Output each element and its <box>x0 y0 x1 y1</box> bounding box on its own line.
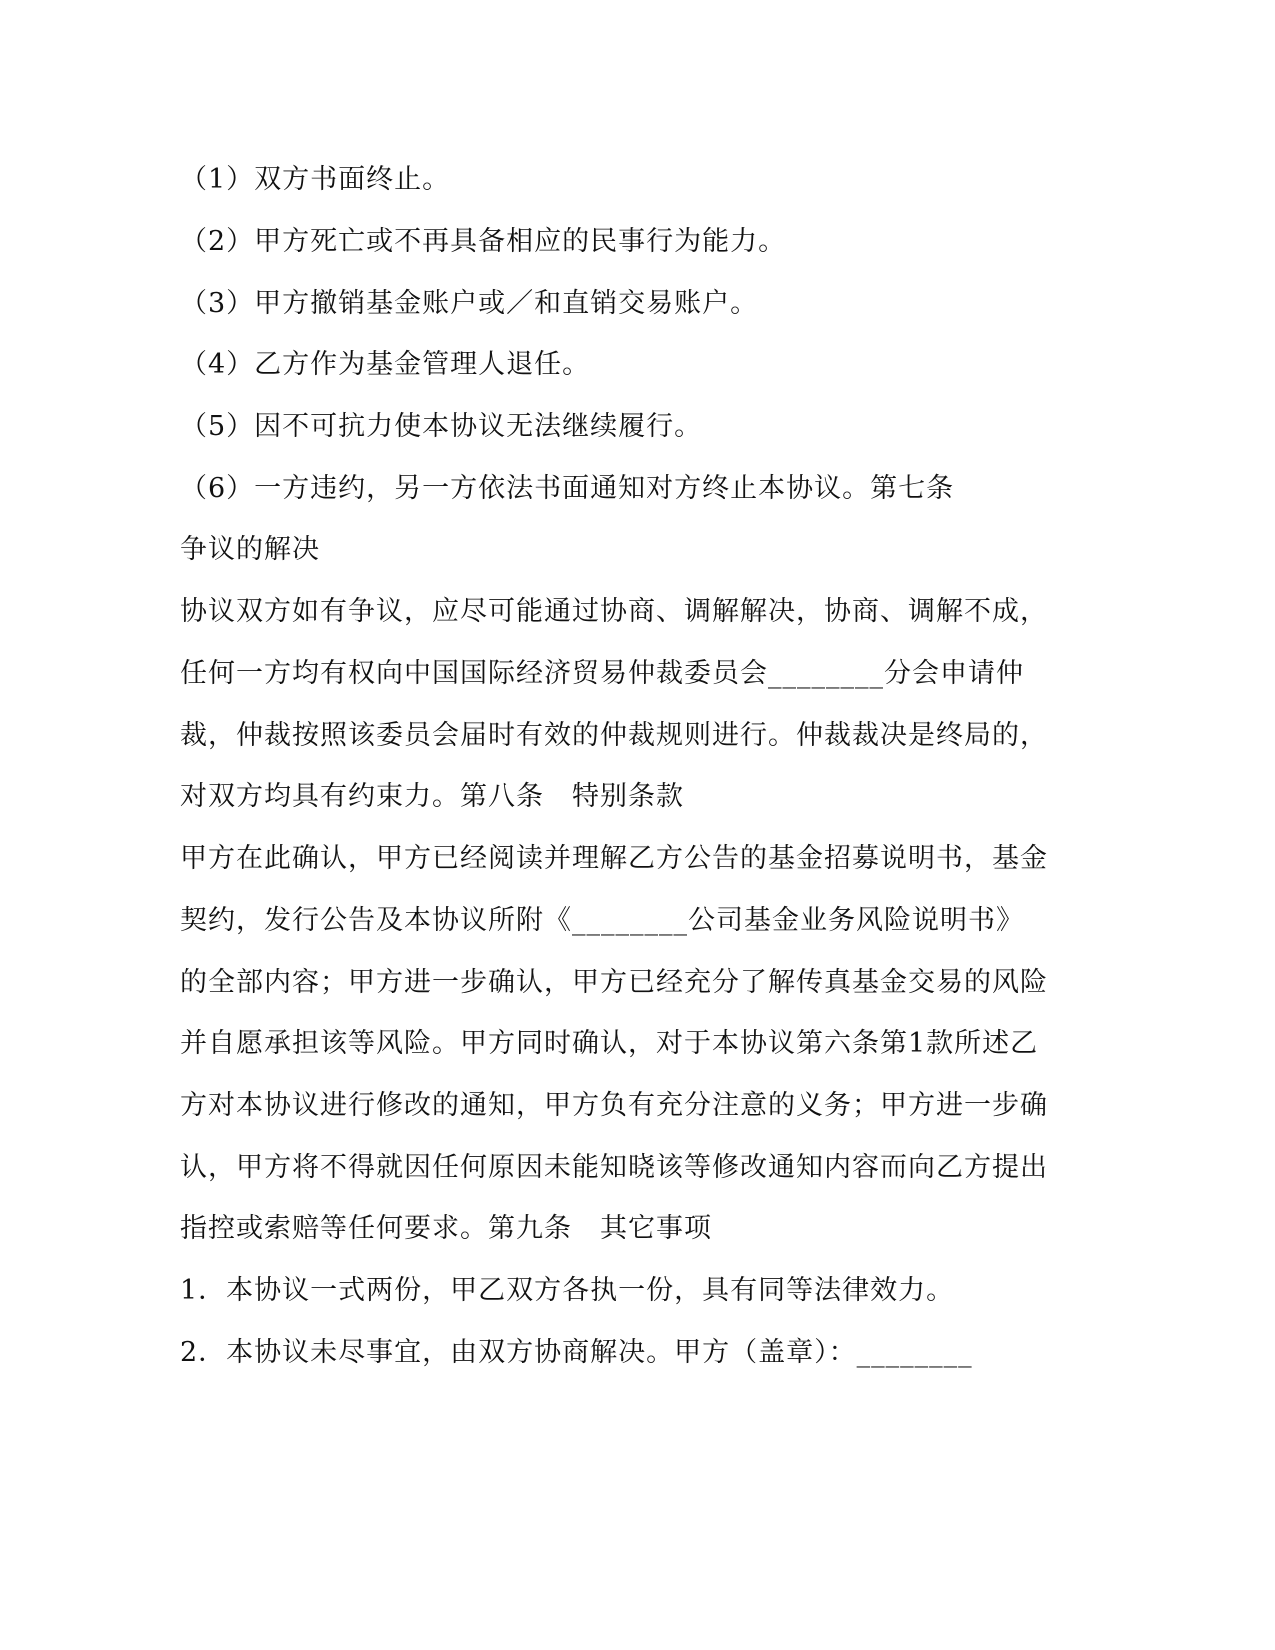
text-line-11: 对双方均具有约束力。第八条 特别条款 <box>180 781 684 812</box>
text-line-3: （3）甲方撤销基金账户或／和直销交易账户。 <box>180 288 759 319</box>
text-line-4: （4）乙方作为基金管理人退任。 <box>180 349 591 380</box>
text-line-20: 2．本协议未尽事宜，由双方协商解决。甲方（盖章）：________ <box>180 1337 973 1368</box>
text-line-17: 认，甲方将不得就因任何原因未能知晓该等修改通知内容而向乙方提出 <box>180 1152 1048 1183</box>
text-line-6: （6）一方违约，另一方依法书面通知对方终止本协议。第七条 <box>180 473 955 504</box>
text-line-1: （1）双方书面终止。 <box>180 164 451 195</box>
text-line-13: 契约，发行公告及本协议所附《________公司基金业务风险说明书》 <box>180 905 1024 936</box>
text-line-10: 裁，仲裁按照该委员会届时有效的仲裁规则进行。仲裁裁决是终局的， <box>180 720 1048 751</box>
text-line-7: 争议的解决 <box>180 534 320 565</box>
text-line-9: 任何一方均有权向中国国际经济贸易仲裁委员会________分会申请仲 <box>180 658 1024 689</box>
text-line-16: 方对本协议进行修改的通知，甲方负有充分注意的义务；甲方进一步确 <box>180 1090 1048 1121</box>
text-line-18: 指控或索赔等任何要求。第九条 其它事项 <box>180 1213 712 1244</box>
text-line-5: （5）因不可抗力使本协议无法继续履行。 <box>180 411 703 442</box>
text-line-19: 1．本协议一式两份，甲乙双方各执一份，具有同等法律效力。 <box>180 1275 955 1306</box>
text-line-14: 的全部内容；甲方进一步确认，甲方已经充分了解传真基金交易的风险 <box>180 967 1048 998</box>
text-line-2: （2）甲方死亡或不再具备相应的民事行为能力。 <box>180 226 787 257</box>
text-line-8: 协议双方如有争议，应尽可能通过协商、调解解决，协商、调解不成， <box>180 596 1048 627</box>
text-line-15: 并自愿承担该等风险。甲方同时确认，对于本协议第六条第1款所述乙 <box>180 1028 1039 1059</box>
text-line-12: 甲方在此确认，甲方已经阅读并理解乙方公告的基金招募说明书，基金 <box>180 843 1048 874</box>
